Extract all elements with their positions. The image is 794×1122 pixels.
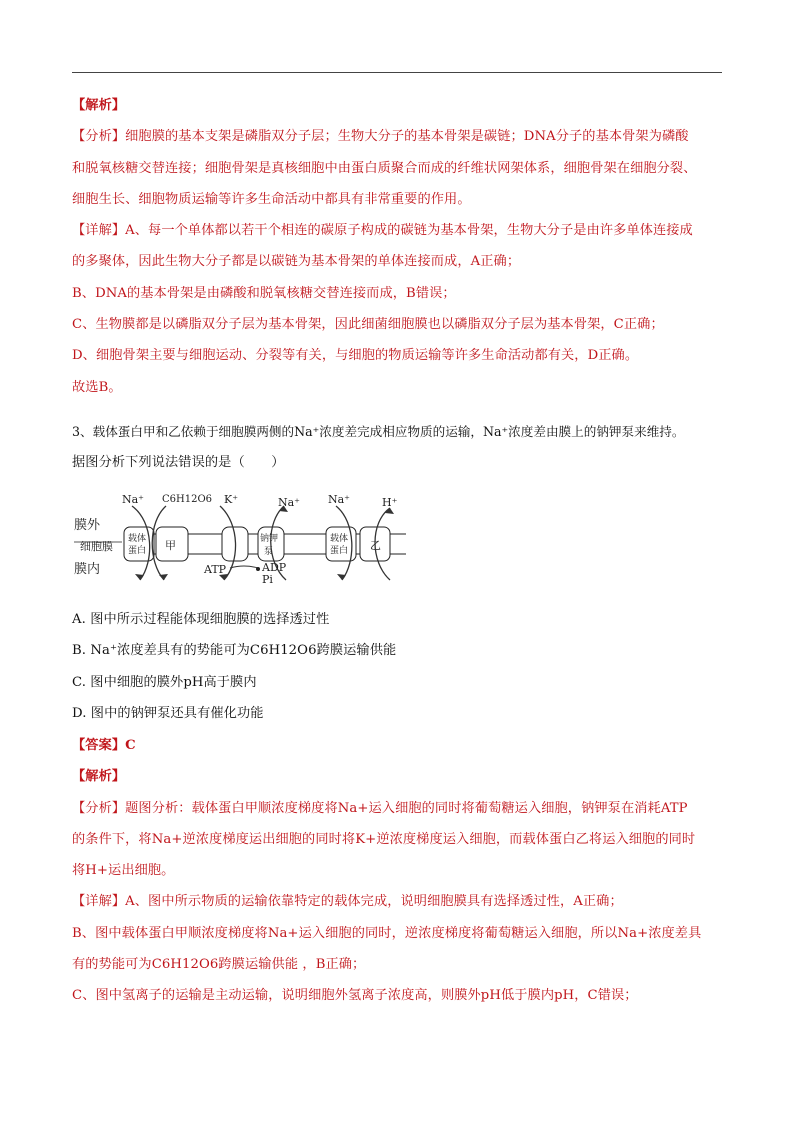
- question-block: [72, 422, 727, 473]
- detail-line: B、DNA的基本骨架是由磷酸和脱氧核糖交替连接而成，B错误；: [72, 285, 456, 301]
- detail-line: 的多聚体，因此生物大分子都是以碳链为基本骨架的单体连接而成，A正确；: [72, 254, 521, 270]
- ion-labels: [122, 493, 398, 509]
- answer-line: 【答案】C: [72, 738, 136, 753]
- analysis-line: 和脱氧核糖交替连接；细胞骨架是真核细胞中由蛋白质聚合而成的纤维状网架体系，细胞骨架在细胞分裂、: [72, 160, 697, 176]
- carrier-b-label: 蛋白: [330, 546, 349, 556]
- detail-line: C、生物膜都是以磷脂双分子层为基本骨架，因此细菌细胞膜也以磷脂双分子层为基本骨架，C正确；: [72, 317, 664, 333]
- analysis-line: 将H+运出细胞。: [72, 863, 175, 879]
- yi-label: 乙: [370, 539, 381, 552]
- analysis-line: 【分析】细胞膜的基本支架是磷脂双分子层；生物大分子的基本骨架是碳链；DNA分子的基本骨架为磷酸: [72, 129, 689, 145]
- glucose-label: C6H12O6: [162, 494, 213, 505]
- membrane-label: 细胞膜: [80, 540, 113, 553]
- atp-arrow: [230, 566, 258, 568]
- sodium-potassium-pump: [222, 527, 284, 561]
- membrane-transport-diagram: [74, 492, 410, 588]
- answer-block: [72, 736, 727, 1006]
- detail-line: B、图中载体蛋白甲顺浓度梯度将Na+运入细胞的同时，逆浓度梯度将葡萄糖运入细胞，所以Na+浓度差具: [72, 925, 702, 941]
- detail-line: 有的势能可为C6H12O6跨膜运输供能 ，B正确；: [72, 957, 366, 973]
- detail-line: 【详解】A、图中所示物质的运输依靠特定的载体完成，说明细胞膜具有选择透过性，A正确；: [72, 894, 623, 910]
- na-label: Na⁺: [328, 493, 350, 506]
- analysis-line: 【分析】题图分析：载体蛋白甲顺浓度梯度将Na+运入细胞的同时将葡萄糖运入细胞，钠钾泵在消耗ATP: [72, 800, 688, 816]
- question-prompt: 据图分析下列说法错误的是（ ）: [72, 455, 285, 471]
- header-rule: [72, 72, 722, 73]
- k-label: K⁺: [224, 493, 239, 506]
- detail-line: D、细胞骨架主要与细胞运动、分裂等有关，与细胞的物质运输等许多生命活动都有关，D正确。: [72, 348, 639, 364]
- na-label: Na⁺: [122, 493, 144, 506]
- h-label: H⁺: [382, 496, 398, 509]
- option-a: A. 图中所示过程能体现细胞膜的选择透过性: [72, 612, 330, 627]
- analysis-heading-2: 【解析】: [72, 769, 126, 785]
- analysis-line: 的条件下，将Na+逆浓度梯度运出细胞的同时将K+逆浓度梯度运入细胞，而载体蛋白乙将运入细胞的同时: [72, 831, 696, 847]
- detail-line: C、图中氢离子的运输是主动运输，说明细胞外氢离子浓度高，则膜外pH低于膜内pH，C错误；: [72, 988, 638, 1004]
- analysis-heading: 【解析】: [72, 98, 126, 113]
- pi-label: Pi: [262, 573, 273, 586]
- option-d: D. 图中的钠钾泵还具有催化功能: [72, 705, 264, 721]
- carrier-a-label: 载体: [128, 534, 147, 544]
- question-stem: 3、载体蛋白甲和乙依赖于细胞膜两侧的Na⁺浓度差完成相应物质的运输，Na⁺浓度差由膜上的钠钾泵来维持。: [72, 424, 685, 439]
- energy-labels: [203, 561, 287, 586]
- top-analysis: [72, 96, 727, 398]
- pump-label: 泵: [264, 547, 274, 557]
- option-b: B. Na⁺浓度差具有的势能可为C6H12O6跨膜运输供能: [72, 643, 397, 659]
- adp-label: ADP: [262, 561, 287, 574]
- na-label: Na⁺: [278, 496, 300, 509]
- detail-line: 【详解】A、每一个单体都以若干个相连的碳原子构成的碳链为基本骨架，生物大分子是由许多单体连接成: [72, 223, 693, 239]
- option-c: C. 图中细胞的膜外pH高于膜内: [72, 674, 257, 690]
- carrier-a-label: 蛋白: [128, 546, 147, 556]
- membrane-labels: [74, 518, 113, 577]
- outside-label: 膜外: [74, 518, 101, 533]
- analysis-line: 细胞生长、细胞物质运输等许多生命活动中都具有非常重要的作用。: [72, 191, 471, 207]
- pump-label: 钠钾: [260, 534, 279, 544]
- reaction-dot: [256, 567, 260, 571]
- conclusion-line: 故选B。: [72, 379, 122, 395]
- options-block: [72, 610, 727, 724]
- atp-label: ATP: [204, 563, 227, 576]
- carrier-b-label: 载体: [330, 534, 349, 544]
- inside-label: 膜内: [74, 562, 101, 577]
- jia-label: 甲: [165, 539, 176, 552]
